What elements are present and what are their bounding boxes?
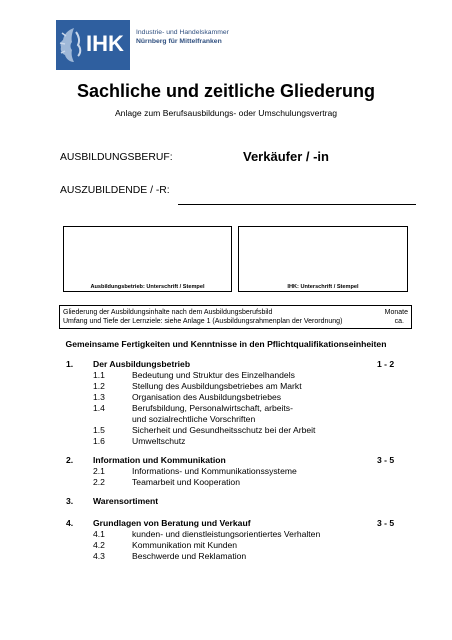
company-signature-box[interactable] (63, 226, 232, 292)
item-number: 2.2 (93, 477, 105, 487)
item-number: 1.6 (93, 436, 105, 446)
topic-title: Information und Kommunikation (93, 455, 226, 465)
item-text: Organisation des Ausbildungsbetriebes (132, 392, 282, 402)
ihk-signature-caption: IHK: Unterschrift / Stempel (287, 284, 359, 290)
topic-months: 1 - 2 (377, 359, 395, 369)
item-number: 2.1 (93, 466, 105, 476)
logo-ihk-text: IHK (86, 31, 124, 56)
item-number: 4.1 (93, 529, 105, 539)
item-number: 1.2 (93, 381, 105, 391)
logo-chamber-name: Industrie- und Handelskammer (136, 29, 229, 36)
item-text-continued: und sozialrechtliche Vorschriften (132, 414, 256, 424)
ihk-signature-box[interactable] (238, 226, 408, 292)
eagle-icon (58, 24, 88, 66)
item-text: Umweltschutz (132, 436, 186, 446)
topic-number: 2. (66, 455, 74, 465)
info-row-1 (63, 308, 408, 317)
info-scope-text: Umfang und Tiefe der Lernziele: siehe Anlage 1 (Ausbildungsrahmenplan der Verordnung) (63, 318, 343, 325)
occupation-value: Verkäufer / -in (243, 149, 329, 164)
info-structure-text: Gliederung der Ausbildungsinhalte nach dem Ausbildungsberufsbild (63, 309, 273, 316)
item-number: 4.2 (93, 540, 105, 550)
logo-chamber-region: Nürnberg für Mittelfranken (136, 38, 222, 45)
section-heading: Gemeinsame Fertigkeiten und Kenntnisse in den Pflichtqualifikationseinheiten (65, 339, 387, 349)
topic-months: 3 - 5 (377, 518, 395, 528)
topic-title: Grundlagen von Beratung und Verkauf (93, 518, 251, 528)
trainee-name-line[interactable] (178, 204, 416, 205)
topic-title: Der Ausbildungsbetrieb (93, 359, 191, 369)
item-text: Bedeutung und Struktur des Einzelhandels (132, 370, 295, 380)
page-title: Sachliche und zeitliche Gliederung (76, 81, 376, 101)
item-text: kunden- und dienstleistungsorientiertes Verhalten (132, 529, 321, 539)
logo-mark (56, 20, 130, 70)
item-text: Informations- und Kommunikationssysteme (132, 466, 297, 476)
item-text: Stellung des Ausbildungsbetriebes am Markt (132, 381, 302, 391)
info-box (59, 305, 412, 329)
company-signature-caption: Ausbildungsbetrieb: Unterschrift / Stempel (90, 284, 205, 290)
item-text: Teamarbeit und Kooperation (132, 477, 240, 487)
occupation-label: AUSBILDUNGSBERUF: (60, 152, 173, 163)
item-text: Kommunikation mit Kunden (132, 540, 238, 550)
topic-number: 4. (66, 518, 74, 528)
topic-number: 1. (66, 359, 74, 369)
item-number: 4.3 (93, 551, 105, 561)
item-number: 1.3 (93, 392, 105, 402)
ihk-logo (56, 20, 228, 70)
item-text: Sicherheit und Gesundheitsschutz bei der Arbeit (132, 425, 316, 435)
info-row-2 (63, 317, 408, 326)
page-subtitle: Anlage zum Berufsausbildungs- oder Umschulungsvertrag (114, 108, 338, 118)
item-text: Beschwerde und Reklamation (132, 551, 247, 561)
info-approx-label: ca. (394, 318, 404, 325)
item-number: 1.1 (93, 370, 105, 380)
item-number: 1.5 (93, 425, 105, 435)
info-months-label: Monate (384, 309, 408, 316)
topic-number: 3. (66, 496, 74, 506)
topic-months: 3 - 5 (377, 455, 395, 465)
item-text: Berufsbildung, Personalwirtschaft, arbeits- (132, 403, 293, 413)
item-number: 1.4 (93, 403, 105, 413)
trainee-label: AUSZUBILDENDE / -R: (60, 185, 170, 196)
topic-title: Warensortiment (93, 496, 159, 506)
